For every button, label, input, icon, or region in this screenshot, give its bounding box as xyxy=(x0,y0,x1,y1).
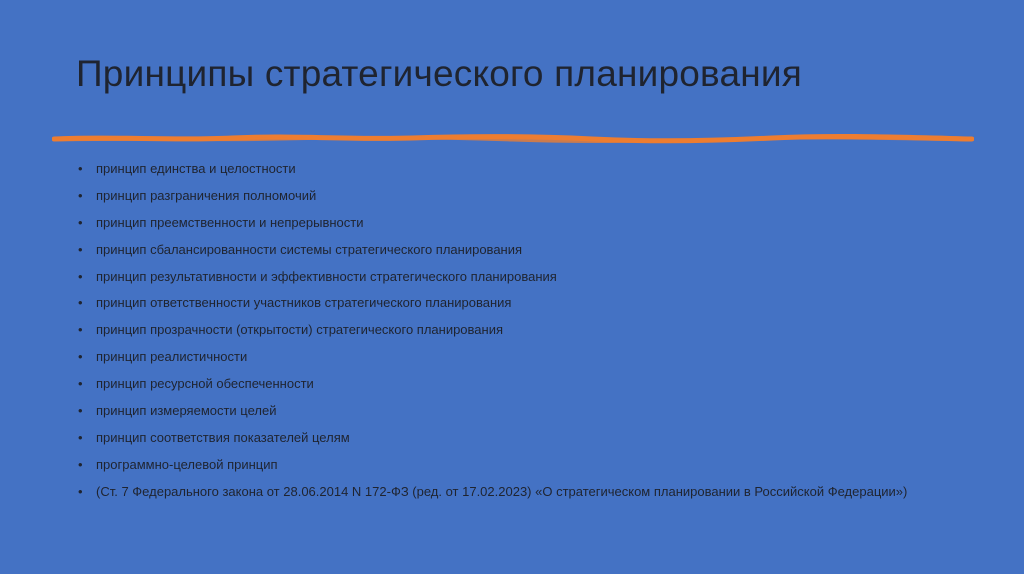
bullet-icon: • xyxy=(78,429,83,445)
bullet-icon: • xyxy=(78,241,83,257)
list-item: • принцип прозрачности (открытости) стратегического планирования xyxy=(78,322,504,338)
bullet-icon: • xyxy=(78,295,83,311)
list-item: • принцип соответствия показателей целям xyxy=(78,429,350,445)
bullet-icon: • xyxy=(78,456,83,472)
principles-list xyxy=(78,160,918,510)
list-item: • принцип ресурсной обеспеченности xyxy=(78,376,314,392)
slide-title: Принципы стратегического планирования xyxy=(76,53,802,94)
list-item: • принцип разграничения полномочий xyxy=(78,187,317,203)
list-item: • принцип единства и целостности xyxy=(78,161,296,176)
bullet-icon: • xyxy=(78,268,83,284)
bullet-icon: • xyxy=(78,161,83,176)
bullet-icon: • xyxy=(78,214,83,230)
list-item: • принцип реалистичности xyxy=(78,349,248,365)
list-item: • принцип результативности и эффективности стратегического планирования xyxy=(78,268,557,284)
bullet-icon: • xyxy=(78,376,83,392)
list-item: • принцип преемственности и непрерывности xyxy=(78,214,364,230)
legal-reference-item: • (Ст. 7 Федерального закона от 28.06.2014 N 172-ФЗ (ред. от 17.02.2023) «О стратегическом планировании в Российской Федерации») xyxy=(78,483,908,499)
list-item: • принцип измеряемости целей xyxy=(78,403,277,419)
bullet-icon: • xyxy=(78,403,83,419)
list-item: • принцип ответственности участников стратегического планирования xyxy=(78,295,512,311)
bullet-icon: • xyxy=(78,349,83,365)
list-item: • программно-целевой принцип xyxy=(78,456,278,472)
bullet-icon: • xyxy=(78,322,83,338)
bullet-icon: • xyxy=(78,187,83,203)
title-underline-decoration xyxy=(52,128,974,150)
bullet-icon: • xyxy=(78,483,83,499)
list-item: • принцип сбалансированности системы стратегического планирования xyxy=(78,241,523,257)
